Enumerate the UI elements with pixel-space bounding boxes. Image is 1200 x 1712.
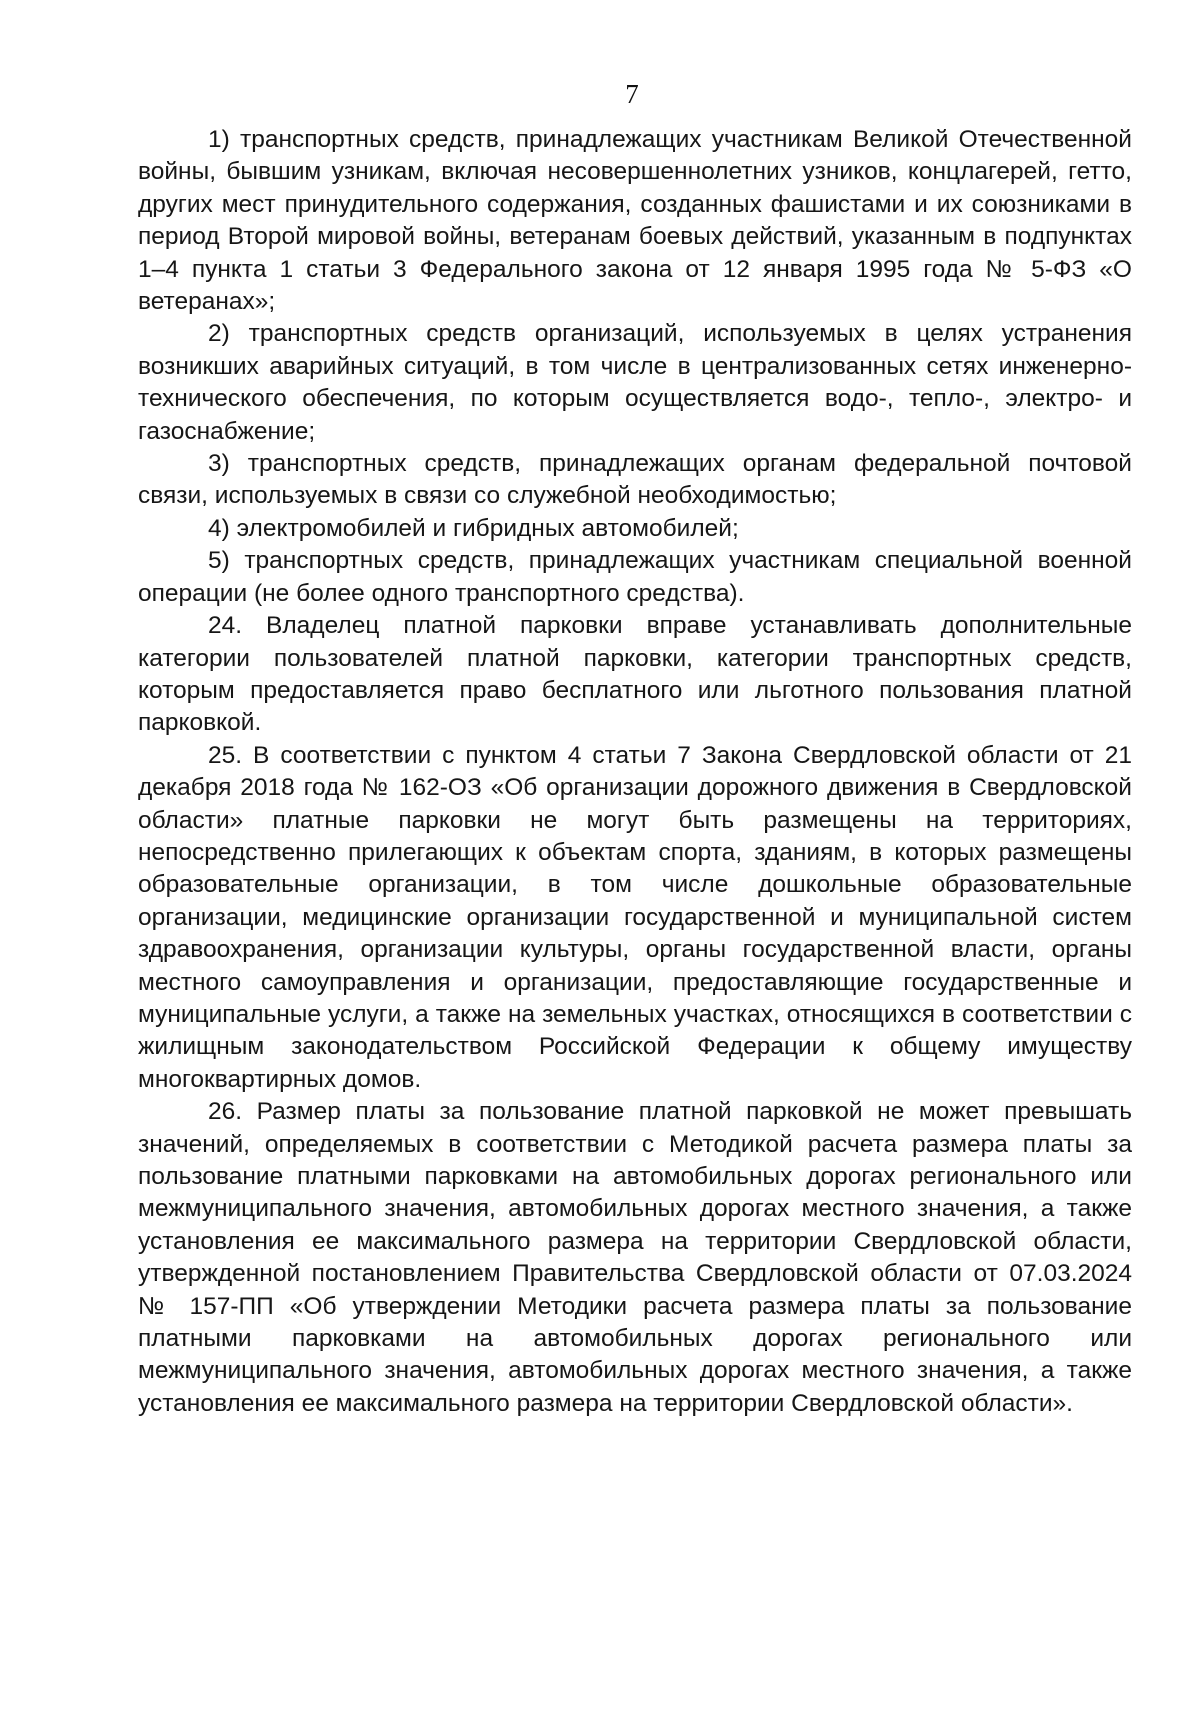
clause-24: 24. Владелец платной парковки вправе устанавливать дополнительные категории пользователей платной парковки, категории транспортных средств, которым предоставляется право бесплатного или льготного пользования платной парковкой. [138, 612, 1132, 737]
list-item-5-svo-participants: 5) транспортных средств, принадлежащих участникам специальной военной операции (не более одного транспортного средства). [138, 547, 1132, 607]
clause-26: 26. Размер платы за пользование платной парковкой не может превышать значений, определяемых в соответствии с Методикой расчета размера платы за пользование платными парковками на автомобильных дорогах регионального или межмуниципального значения, автомобильных дорогах местного значения, а также установления ее максимального размера на территории Свердловской области, утвержденной постановлением Правительства Свердловской области от 07.03.2024 № 157-ПП «Об утверждении Методики расчета размера платы за пользование платными парковками на автомобильных дорогах регионального или межмуниципального значения, автомобильных дорогах местного значения, а также установления ее максимального размера на территории Свердловской области». [138, 1098, 1132, 1417]
clause-25: 25. В соответствии с пунктом 4 статьи 7 Закона Свердловской области от 21 декабря 2018 года № 162-ОЗ «Об организации дорожного движения в Свердловской области» платные парковки не могут быть размещены на территориях, непосредственно прилегающих к объектам спорта, зданиям, в которых размещены образовательные организации, в том числе дошкольные образовательные организации, медицинские организации государственной и муниципальной систем здравоохранения, организации культуры, органы государственной власти, органы местного самоуправления и организации, предоставляющие государственные и муниципальные услуги, а также на земельных участках, относящихся в соответствии с жилищным законодательством Российской Федерации к общему имуществу многоквартирных домов. [138, 741, 1132, 1093]
list-item-2-emergency-vehicles: 2) транспортных средств организаций, используемых в целях устранения возникших аварийных ситуаций, в том числе в централизованных сетях инженерно-технического обеспечения, по которым осуществляется водо-, тепло-, электро- и газоснабжение; [138, 320, 1132, 445]
list-item-4-electric-vehicles: 4) электромобилей и гибридных автомобилей; [208, 514, 739, 542]
page-number: 7 [625, 79, 639, 109]
list-item-1-war-veterans: 1) транспортных средств, принадлежащих участникам Великой Отечественной войны, бывшим узникам, включая несовершеннолетних узников, концлагерей, гетто, других мест принудительного содержания, созданных фашистами и их союзниками в период Второй мировой войны, ветеранам боевых действий, указанным в подпунктах 1–4 пункта 1 статьи 3 Федерального закона от 12 января 1995 года № 5-ФЗ «О ветеранах»; [138, 126, 1132, 316]
list-item-3-postal-vehicles: 3) транспортных средств, принадлежащих органам федеральной почтовой связи, используемых в связи со служебной необходимостью; [138, 450, 1132, 510]
document-body [138, 124, 1132, 1420]
